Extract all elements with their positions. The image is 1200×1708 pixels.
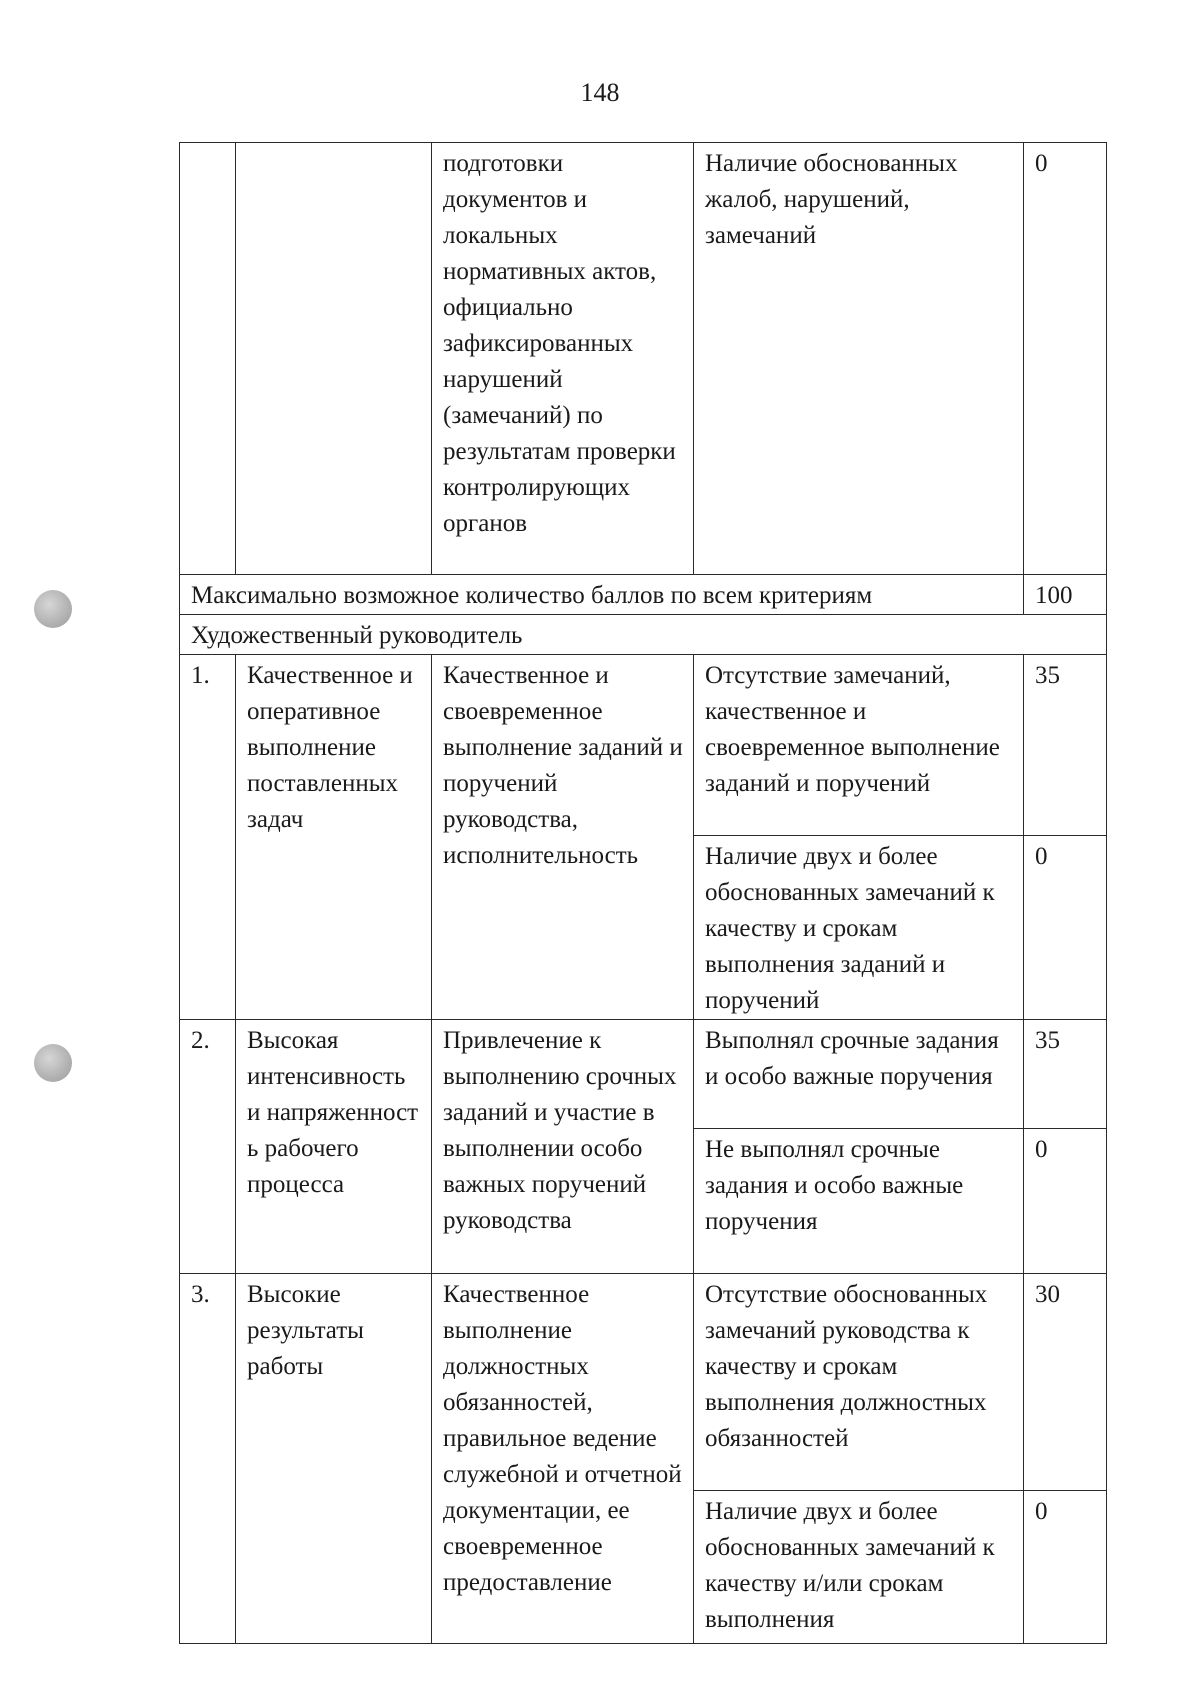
criterion-number: 2. bbox=[180, 1020, 236, 1274]
max-total-points: 100 bbox=[1024, 575, 1107, 615]
condition-text: Наличие двух и более обоснованных замечаний к качеству и срокам выполнения заданий и поручений bbox=[694, 836, 1024, 1020]
criterion-name: Высокая интенсивность и напряженност ь рабочего процесса bbox=[236, 1020, 432, 1274]
page-number: 148 bbox=[580, 78, 620, 107]
criteria-table bbox=[179, 142, 1107, 1644]
max-total-row bbox=[180, 575, 1107, 615]
continuation-number-cell bbox=[180, 143, 236, 575]
condition-points: 35 bbox=[1024, 655, 1107, 836]
punch-hole-top bbox=[34, 590, 72, 628]
condition-text: Выполнял срочные задания и особо важные поручения bbox=[694, 1020, 1024, 1129]
continuation-description: подготовки документов и локальных нормативных актов, официально зафиксированных нарушений (замечаний) по результатам проверки контролирующих органов bbox=[432, 143, 694, 575]
continuation-row bbox=[180, 143, 1107, 575]
section-title: Художественный руководитель bbox=[180, 615, 1107, 655]
criterion-number: 3. bbox=[180, 1274, 236, 1644]
continuation-condition: Наличие обоснованных жалоб, нарушений, замечаний bbox=[694, 143, 1024, 575]
condition-points: 30 bbox=[1024, 1274, 1107, 1491]
condition-text: Наличие двух и более обоснованных замечаний к качеству и/или срокам выполнения bbox=[694, 1491, 1024, 1644]
criterion-description: Качественное выполнение должностных обязанностей, правильное ведение служебной и отчетной документации, ее своевременное предоставление bbox=[432, 1274, 694, 1644]
section-title-row bbox=[180, 615, 1107, 655]
condition-text: Не выполнял срочные задания и особо важные поручения bbox=[694, 1129, 1024, 1274]
condition-text: Отсутствие обоснованных замечаний руководства к качеству и срокам выполнения должностных обязанностей bbox=[694, 1274, 1024, 1491]
max-total-label: Максимально возможное количество баллов по всем критериям bbox=[180, 575, 1024, 615]
criterion-description: Привлечение к выполнению срочных заданий и участие в выполнении особо важных поручений руководства bbox=[432, 1020, 694, 1274]
condition-points: 0 bbox=[1024, 1129, 1107, 1274]
criterion-row bbox=[180, 1274, 1107, 1491]
condition-text: Отсутствие замечаний, качественное и своевременное выполнение заданий и поручений bbox=[694, 655, 1024, 836]
continuation-points: 0 bbox=[1024, 143, 1107, 575]
criterion-name: Высокие результаты работы bbox=[236, 1274, 432, 1644]
condition-points: 0 bbox=[1024, 836, 1107, 1020]
criterion-description: Качественное и своевременное выполнение заданий и поручений руководства, исполнительность bbox=[432, 655, 694, 1020]
continuation-name-cell bbox=[236, 143, 432, 575]
criterion-row bbox=[180, 655, 1107, 836]
condition-points: 35 bbox=[1024, 1020, 1107, 1129]
condition-points: 0 bbox=[1024, 1491, 1107, 1644]
criterion-name: Качественное и оперативное выполнение поставленных задач bbox=[236, 655, 432, 1020]
criterion-row bbox=[180, 1020, 1107, 1129]
punch-hole-bottom bbox=[34, 1044, 72, 1082]
criterion-number: 1. bbox=[180, 655, 236, 1020]
